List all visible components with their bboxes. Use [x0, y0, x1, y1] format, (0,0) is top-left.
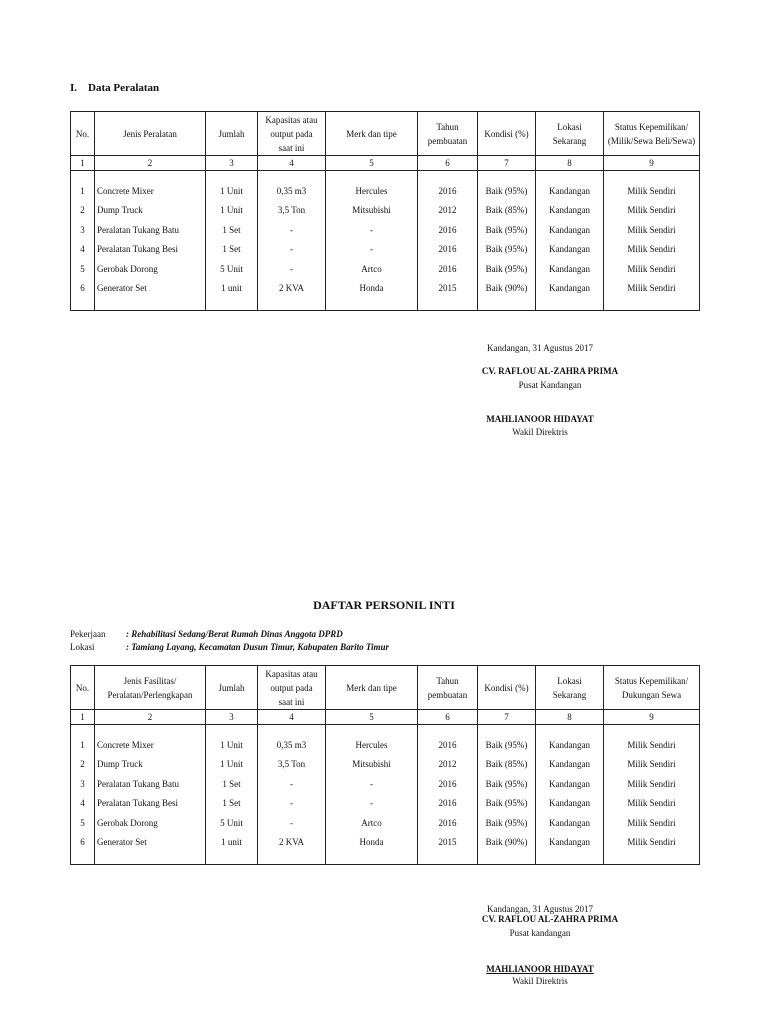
- table-cell: Kandangan: [536, 774, 604, 794]
- table-cell: -: [326, 794, 418, 814]
- spacer-cell: [536, 298, 604, 311]
- table-cell: Kandangan: [536, 279, 604, 299]
- table-cell: 2016: [418, 181, 478, 201]
- table-row: [71, 240, 700, 260]
- table-cell: 2: [71, 201, 95, 221]
- column-number: 5: [326, 156, 418, 171]
- column-header: [536, 112, 604, 156]
- table-cell: Peralatan Tukang Besi: [95, 240, 206, 260]
- signature-company: CV. RAFLOU AL-ZAHRA PRIMA: [481, 366, 619, 376]
- table-cell: 1: [71, 181, 95, 201]
- table-cell: Hercules: [326, 735, 418, 755]
- table-cell: Honda: [326, 279, 418, 299]
- column-header: [95, 112, 206, 156]
- pekerjaan-label: Pekerjaan: [70, 629, 106, 639]
- table-cell: Baik (95%): [478, 774, 536, 794]
- column-header-line: Jumlah: [218, 128, 245, 139]
- column-header: [258, 112, 326, 156]
- table-cell: 2016: [418, 774, 478, 794]
- table-cell: Baik (95%): [478, 181, 536, 201]
- table-row: [71, 735, 700, 755]
- column-header: [258, 666, 326, 710]
- table-cell: Kandangan: [536, 240, 604, 260]
- table-cell: Concrete Mixer: [95, 735, 206, 755]
- table-row: [71, 220, 700, 240]
- table-cell: 1 Set: [206, 794, 258, 814]
- column-number: 7: [478, 156, 536, 171]
- column-header-line: pembuatan: [427, 135, 468, 146]
- table-cell: Kandangan: [536, 201, 604, 221]
- column-number: 9: [604, 156, 700, 171]
- spacer-cell: [604, 852, 700, 865]
- column-header-line: saat ini: [278, 696, 305, 707]
- spacer-cell: [326, 725, 418, 736]
- column-header-line: Tahun: [436, 121, 459, 132]
- spacer-cell: [71, 725, 95, 736]
- table-cell: Gerobak Dorong: [95, 259, 206, 279]
- column-header: [536, 666, 604, 710]
- column-header-line: Tahun: [436, 675, 459, 686]
- column-header-line: output pada: [270, 128, 313, 139]
- spacer-cell: [95, 171, 206, 182]
- spacer-cell: [418, 852, 478, 865]
- table-cell: 2016: [418, 735, 478, 755]
- table-cell: 0,35 m3: [258, 181, 326, 201]
- spacer-cell: [71, 171, 95, 182]
- column-header-line: No.: [75, 128, 90, 139]
- spacer-cell: [326, 171, 418, 182]
- section-title-data-peralatan: [70, 82, 159, 94]
- table-cell: Peralatan Tukang Batu: [95, 774, 206, 794]
- table-row: [71, 259, 700, 279]
- table-cell: 6: [71, 833, 95, 853]
- spacer-cell: [418, 171, 478, 182]
- table-cell: -: [258, 774, 326, 794]
- table-row: [71, 201, 700, 221]
- column-number: 5: [326, 710, 418, 725]
- column-header: [478, 112, 536, 156]
- column-number: 3: [206, 156, 258, 171]
- spacer-cell: [478, 298, 536, 311]
- spacer-cell: [71, 298, 95, 311]
- column-header: [604, 112, 700, 156]
- column-header-line: Sekarang: [552, 689, 587, 700]
- table-cell: 1 unit: [206, 833, 258, 853]
- table-cell: 5 Unit: [206, 259, 258, 279]
- column-number: 6: [418, 156, 478, 171]
- table-cell: -: [258, 220, 326, 240]
- equipment-table-2: [70, 665, 700, 865]
- column-number: 1: [71, 156, 95, 171]
- column-header-line: Jenis Peralatan: [123, 128, 177, 139]
- spacer-cell: [326, 298, 418, 311]
- column-header-line: Kondisi (%): [484, 682, 529, 693]
- column-header: [326, 666, 418, 710]
- table-cell: Kandangan: [536, 220, 604, 240]
- column-header: [206, 666, 258, 710]
- column-header-line: output pada: [270, 682, 313, 693]
- signature-name: MAHLIANOOR HIDAYAT: [486, 414, 594, 424]
- table-cell: Baik (95%): [478, 220, 536, 240]
- column-header-line: Jumlah: [218, 682, 245, 693]
- spacer-cell: [258, 725, 326, 736]
- table-cell: 2016: [418, 794, 478, 814]
- column-header-line: Merk dan tipe: [346, 682, 397, 693]
- table-cell: Milik Sendiri: [604, 774, 700, 794]
- column-header-line: No.: [75, 682, 90, 693]
- table-cell: 1 Unit: [206, 201, 258, 221]
- table-cell: 0,35 m3: [258, 735, 326, 755]
- table-cell: -: [326, 240, 418, 260]
- table-cell: 5: [71, 813, 95, 833]
- lokasi-value: : Tamiang Layang, Kecamatan Dusun Timur, Kabupaten Barito Timur: [126, 642, 390, 652]
- spacer-cell: [258, 298, 326, 311]
- table-row: [71, 755, 700, 775]
- table-cell: 2016: [418, 220, 478, 240]
- signature-position: Wakil Direktris: [512, 427, 568, 437]
- table-cell: 1 Set: [206, 774, 258, 794]
- table-cell: -: [258, 794, 326, 814]
- table-cell: Baik (95%): [478, 735, 536, 755]
- spacer-cell: [95, 852, 206, 865]
- table-row: [71, 794, 700, 814]
- table-cell: Kandangan: [536, 794, 604, 814]
- table-cell: Milik Sendiri: [604, 279, 700, 299]
- column-header-line: (Milik/Sewa Beli/Sewa): [607, 135, 696, 146]
- column-header-line: Status Kepemilikan/: [614, 675, 689, 686]
- column-number: 7: [478, 710, 536, 725]
- table-cell: Kandangan: [536, 833, 604, 853]
- table-cell: Milik Sendiri: [604, 201, 700, 221]
- equipment-table-1: [70, 111, 700, 311]
- table-cell: Concrete Mixer: [95, 181, 206, 201]
- table-cell: 5 Unit: [206, 813, 258, 833]
- page-title-daftar-personil-inti: DAFTAR PERSONIL INTI: [313, 598, 455, 612]
- column-number: 3: [206, 710, 258, 725]
- column-header-line: Sekarang: [552, 135, 587, 146]
- column-header: [604, 666, 700, 710]
- signature2-place-date: Kandangan, 31 Agustus 2017: [487, 904, 593, 914]
- column-header: [326, 112, 418, 156]
- table-cell: Dump Truck: [95, 201, 206, 221]
- spacer-cell: [478, 171, 536, 182]
- column-header: [478, 666, 536, 710]
- signature-office: Pusat Kandangan: [518, 380, 582, 390]
- column-header-line: Merk dan tipe: [346, 128, 397, 139]
- table-cell: Baik (90%): [478, 833, 536, 853]
- spacer-row: [71, 725, 700, 736]
- table-cell: 2 KVA: [258, 833, 326, 853]
- table-cell: 1 Unit: [206, 735, 258, 755]
- table-cell: Baik (95%): [478, 240, 536, 260]
- table-row: [71, 279, 700, 299]
- table-cell: Kandangan: [536, 259, 604, 279]
- table-cell: 3: [71, 774, 95, 794]
- column-number: 4: [258, 710, 326, 725]
- table-cell: 1 Unit: [206, 755, 258, 775]
- table-cell: Mitsubishi: [326, 755, 418, 775]
- column-number: 6: [418, 710, 478, 725]
- table-cell: 2 KVA: [258, 279, 326, 299]
- spacer-row: [71, 171, 700, 182]
- column-header: [206, 112, 258, 156]
- table-cell: Baik (95%): [478, 794, 536, 814]
- table-cell: Milik Sendiri: [604, 833, 700, 853]
- column-header-line: Status Kepemilikan/: [614, 121, 689, 132]
- table-cell: Baik (95%): [478, 813, 536, 833]
- table-cell: Milik Sendiri: [604, 220, 700, 240]
- table-cell: 2: [71, 755, 95, 775]
- table-cell: 3,5 Ton: [258, 201, 326, 221]
- spacer-cell: [258, 171, 326, 182]
- column-number: 1: [71, 710, 95, 725]
- table-cell: 5: [71, 259, 95, 279]
- table-cell: 1: [71, 735, 95, 755]
- table-cell: Generator Set: [95, 279, 206, 299]
- table-cell: Baik (85%): [478, 755, 536, 775]
- table-cell: Milik Sendiri: [604, 259, 700, 279]
- pekerjaan-line: [70, 629, 343, 639]
- spacer-cell: [71, 852, 95, 865]
- column-header-line: Lokasi: [557, 675, 582, 686]
- table-cell: 2016: [418, 259, 478, 279]
- table-cell: -: [258, 813, 326, 833]
- table-cell: Kandangan: [536, 181, 604, 201]
- spacer-cell: [478, 725, 536, 736]
- spacer-cell: [95, 725, 206, 736]
- spacer-cell: [536, 171, 604, 182]
- table-cell: Generator Set: [95, 833, 206, 853]
- table-cell: Milik Sendiri: [604, 735, 700, 755]
- spacer-cell: [604, 298, 700, 311]
- table-cell: Artco: [326, 259, 418, 279]
- table-row: [71, 181, 700, 201]
- table-cell: Peralatan Tukang Batu: [95, 220, 206, 240]
- spacer-cell: [206, 852, 258, 865]
- column-header-line: pembuatan: [427, 689, 468, 700]
- column-header-line: Jenis Fasilitas/: [123, 675, 177, 686]
- table-cell: 3: [71, 220, 95, 240]
- table-cell: Milik Sendiri: [604, 240, 700, 260]
- table-cell: 1 Set: [206, 240, 258, 260]
- table-cell: 1 Set: [206, 220, 258, 240]
- table-cell: Dump Truck: [95, 755, 206, 775]
- signature-place-date: Kandangan, 31 Agustus 2017: [487, 343, 593, 353]
- column-number: 8: [536, 710, 604, 725]
- spacer-cell: [604, 725, 700, 736]
- table-cell: -: [258, 240, 326, 260]
- spacer-cell: [95, 298, 206, 311]
- table-cell: 3,5 Ton: [258, 755, 326, 775]
- spacer-row: [71, 852, 700, 865]
- table-cell: 6: [71, 279, 95, 299]
- table-row: [71, 813, 700, 833]
- table-cell: Kandangan: [536, 813, 604, 833]
- column-header-line: Kondisi (%): [484, 128, 529, 139]
- column-header-line: Dukungan Sewa: [621, 689, 682, 700]
- spacer-cell: [418, 725, 478, 736]
- table-cell: 2012: [418, 201, 478, 221]
- spacer-cell: [206, 725, 258, 736]
- column-header-line: Kapasitas atau: [265, 668, 318, 679]
- table-cell: Baik (95%): [478, 259, 536, 279]
- table-cell: Milik Sendiri: [604, 755, 700, 775]
- signature2-name: MAHLIANOOR HIDAYAT: [486, 964, 594, 974]
- table-row: [71, 774, 700, 794]
- spacer-cell: [258, 852, 326, 865]
- table-cell: Baik (90%): [478, 279, 536, 299]
- spacer-cell: [206, 171, 258, 182]
- spacer-cell: [478, 852, 536, 865]
- lokasi-line: [70, 642, 389, 652]
- table-cell: Baik (85%): [478, 201, 536, 221]
- column-number: 2: [95, 156, 206, 171]
- column-number: 9: [604, 710, 700, 725]
- column-header: [418, 666, 478, 710]
- section-title-text: Data Peralatan: [88, 82, 160, 94]
- table-cell: Gerobak Dorong: [95, 813, 206, 833]
- column-header-line: Kapasitas atau: [265, 114, 318, 125]
- signature2-office: Pusat kandangan: [509, 928, 571, 938]
- table-cell: 2015: [418, 833, 478, 853]
- table-cell: 1 unit: [206, 279, 258, 299]
- table-cell: Honda: [326, 833, 418, 853]
- pekerjaan-value: : Rehabilitasi Sedang/Berat Rumah Dinas Anggota DPRD: [126, 629, 343, 639]
- table-cell: Hercules: [326, 181, 418, 201]
- table-cell: 2016: [418, 813, 478, 833]
- table-cell: Milik Sendiri: [604, 794, 700, 814]
- table-cell: 2012: [418, 755, 478, 775]
- spacer-cell: [206, 298, 258, 311]
- table-cell: Kandangan: [536, 755, 604, 775]
- section-number: I.: [70, 82, 78, 94]
- table-cell: -: [326, 220, 418, 240]
- signature2-company: CV. RAFLOU AL-ZAHRA PRIMA: [481, 914, 619, 924]
- column-header-line: Lokasi: [557, 121, 582, 132]
- table-cell: Kandangan: [536, 735, 604, 755]
- table-row: [71, 833, 700, 853]
- column-header: [95, 666, 206, 710]
- table-cell: Peralatan Tukang Besi: [95, 794, 206, 814]
- column-header: [71, 666, 95, 710]
- table-cell: Artco: [326, 813, 418, 833]
- spacer-cell: [604, 171, 700, 182]
- signature2-position: Wakil Direktris: [512, 976, 568, 986]
- table-cell: 4: [71, 794, 95, 814]
- spacer-cell: [536, 852, 604, 865]
- spacer-cell: [418, 298, 478, 311]
- column-header: [418, 112, 478, 156]
- table-cell: Milik Sendiri: [604, 181, 700, 201]
- spacer-cell: [536, 725, 604, 736]
- table-cell: 2016: [418, 240, 478, 260]
- spacer-cell: [326, 852, 418, 865]
- column-header-line: Peralatan/Perlengkapan: [107, 689, 193, 700]
- table-cell: 2015: [418, 279, 478, 299]
- table-cell: Mitsubishi: [326, 201, 418, 221]
- table-cell: 1 Unit: [206, 181, 258, 201]
- column-number: 8: [536, 156, 604, 171]
- table-cell: 4: [71, 240, 95, 260]
- column-header: [71, 112, 95, 156]
- column-number: 4: [258, 156, 326, 171]
- spacer-row: [71, 298, 700, 311]
- column-number: 2: [95, 710, 206, 725]
- table-cell: Milik Sendiri: [604, 813, 700, 833]
- column-header-line: saat ini: [278, 142, 305, 153]
- table-cell: -: [258, 259, 326, 279]
- table-cell: -: [326, 774, 418, 794]
- lokasi-label: Lokasi: [70, 642, 95, 652]
